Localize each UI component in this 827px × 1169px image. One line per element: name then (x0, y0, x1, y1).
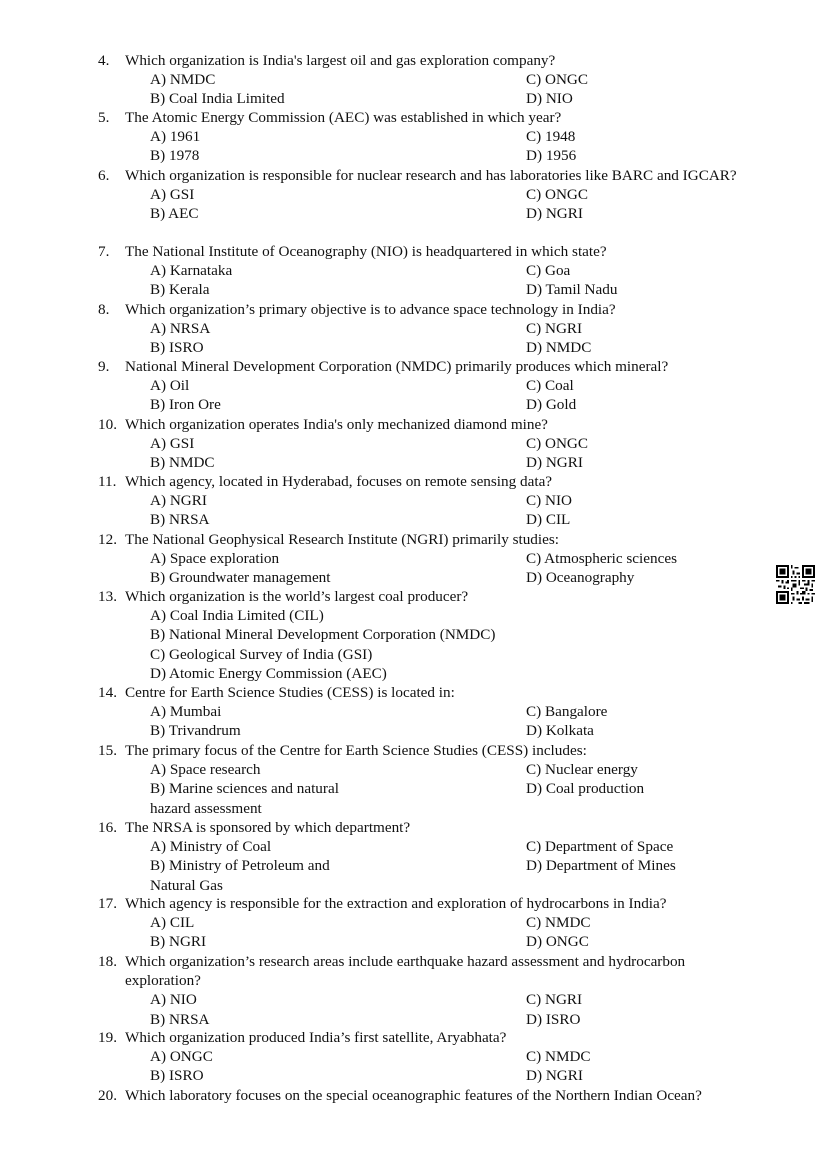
question-number: 9. (98, 358, 110, 375)
question-14 (98, 683, 748, 741)
question-text: National Mineral Development Corporation (NMDC) primarily produces which mineral? (125, 358, 669, 375)
option-c: C) NMDC (526, 914, 591, 932)
question-4 (98, 51, 748, 109)
question-5 (98, 108, 748, 166)
question-number: 6. (98, 167, 110, 184)
option-c: C) ONGC (526, 435, 589, 453)
option-d: D) 1956 (526, 147, 577, 165)
option-b: B) 1978 (150, 147, 200, 165)
option-c: C) ONGC (526, 71, 589, 89)
option-c: C) Coal (526, 377, 574, 395)
question-number: 12. (98, 531, 117, 548)
options (150, 491, 748, 529)
qr-code-icon[interactable] (776, 565, 815, 604)
option-c: C) NGRI (526, 991, 583, 1009)
question-text: Which laboratory focuses on the special oceanographic features of the Northern Indian Ocean? (125, 1087, 702, 1104)
question-9 (98, 357, 748, 415)
question-number: 13. (98, 588, 117, 605)
options (150, 760, 748, 818)
question-text: Which organization’s research areas include earthquake hazard assessment and hydrocarbon exploration? (125, 953, 686, 990)
option-c: C) NGRI (526, 320, 583, 338)
option-a: A) CIL (150, 914, 195, 932)
question-number: 14. (98, 684, 117, 701)
option-d: D) Coal production (526, 780, 645, 798)
option-b: B) Marine sciences and natural hazard assessment (150, 780, 339, 817)
options (150, 70, 748, 108)
option-a: A) Mumbai (150, 703, 222, 721)
question-number: 7. (98, 243, 110, 260)
question-text: Which organization operates India's only mechanized diamond mine? (125, 416, 548, 433)
option-b: B) Ministry of Petroleum and Natural Gas (150, 857, 330, 894)
option-b: B) NGRI (150, 933, 207, 951)
option-d: D) Kolkata (526, 722, 594, 740)
option-b: B) Groundwater management (150, 569, 331, 587)
question-10 (98, 415, 748, 473)
options (150, 990, 748, 1028)
question-number: 19. (98, 1029, 117, 1046)
question-text: The NRSA is sponsored by which department? (125, 819, 411, 836)
option-d: D) CIL (526, 511, 571, 529)
option-c: C) 1948 (526, 128, 576, 146)
option-b: B) NMDC (150, 454, 215, 472)
options (150, 319, 748, 357)
option-c: C) Department of Space (526, 838, 674, 856)
question-17 (98, 894, 748, 952)
option-b: B) NRSA (150, 1010, 210, 1028)
question-19 (98, 1028, 748, 1086)
options (150, 702, 748, 740)
option-c: C) Geological Survey of India (GSI) (150, 645, 373, 663)
question-20 (98, 1086, 748, 1105)
question-number: 8. (98, 301, 110, 318)
question-number: 17. (98, 895, 117, 912)
option-a: A) NMDC (150, 71, 216, 89)
option-d: D) NIO (526, 90, 573, 108)
option-d: D) ISRO (526, 1010, 581, 1028)
options (150, 1047, 748, 1085)
question-text: Centre for Earth Science Studies (CESS) is located in: (125, 684, 455, 701)
options (150, 549, 748, 587)
question-number: 16. (98, 819, 117, 836)
options (150, 913, 748, 951)
option-c: C) Atmospheric sciences (526, 550, 677, 568)
option-b: B) Iron Ore (150, 396, 221, 414)
option-a: A) Oil (150, 377, 190, 395)
question-text: Which agency is responsible for the extraction and exploration of hydrocarbons in India? (125, 895, 667, 912)
options (150, 376, 748, 414)
question-number: 5. (98, 109, 110, 126)
option-b: B) National Mineral Development Corporation (NMDC) (150, 626, 496, 644)
question-18 (98, 952, 748, 1029)
question-number: 11. (98, 473, 117, 490)
option-b: B) NRSA (150, 511, 210, 529)
question-text: Which organization is responsible for nuclear research and has laboratories like BARC and IGCAR? (125, 167, 737, 184)
option-d: D) ONGC (526, 933, 589, 951)
option-b: B) ISRO (150, 1067, 204, 1085)
question-number: 20. (98, 1087, 117, 1104)
option-a: A) Ministry of Coal (150, 838, 272, 856)
option-a: A) NRSA (150, 320, 211, 338)
options (150, 434, 748, 472)
option-b: B) ISRO (150, 339, 204, 357)
option-c: C) NIO (526, 492, 572, 510)
question-text: Which organization produced India’s first satellite, Aryabhata? (125, 1029, 507, 1046)
option-d: D) NGRI (526, 205, 583, 223)
question-8 (98, 300, 748, 358)
question-12 (98, 530, 748, 588)
option-a: A) Space exploration (150, 550, 280, 568)
option-d: D) Gold (526, 396, 577, 414)
option-c: C) ONGC (526, 186, 589, 204)
option-c: C) Nuclear energy (526, 761, 638, 779)
question-text: Which organization is the world’s largest coal producer? (125, 588, 469, 605)
option-c: C) NMDC (526, 1048, 591, 1066)
question-text: The primary focus of the Centre for Earth Science Studies (CESS) includes: (125, 742, 587, 759)
option-d: D) Department of Mines (526, 857, 676, 875)
option-d: D) Oceanography (526, 569, 635, 587)
option-c: C) Goa (526, 262, 571, 280)
question-15 (98, 741, 748, 818)
options (150, 185, 748, 223)
option-d: D) NGRI (526, 1067, 583, 1085)
option-a: A) GSI (150, 435, 195, 453)
question-7 (98, 242, 748, 300)
question-text: The National Geophysical Research Institute (NGRI) primarily studies: (125, 531, 559, 548)
question-text: The Atomic Energy Commission (AEC) was established in which year? (125, 109, 562, 126)
options (150, 127, 748, 165)
question-text: Which agency, located in Hyderabad, focuses on remote sensing data? (125, 473, 553, 490)
question-16 (98, 818, 748, 895)
question-number: 10. (98, 416, 117, 433)
option-b: B) Coal India Limited (150, 90, 285, 108)
option-a: A) NGRI (150, 492, 207, 510)
option-b: B) Kerala (150, 281, 210, 299)
question-text: Which organization’s primary objective is to advance space technology in India? (125, 301, 616, 318)
option-d: D) Atomic Energy Commission (AEC) (150, 664, 387, 682)
option-a: A) 1961 (150, 128, 201, 146)
question-text: The National Institute of Oceanography (NIO) is headquartered in which state? (125, 243, 607, 260)
option-b: B) Trivandrum (150, 722, 241, 740)
options (150, 606, 748, 683)
option-a: A) Karnataka (150, 262, 233, 280)
question-11 (98, 472, 748, 530)
options (150, 261, 748, 299)
option-a: A) NIO (150, 991, 197, 1009)
option-d: D) Tamil Nadu (526, 281, 618, 299)
question-number: 15. (98, 742, 117, 759)
question-text: Which organization is India's largest oil and gas exploration company? (125, 52, 556, 69)
option-d: D) NGRI (526, 454, 583, 472)
option-a: A) Coal India Limited (CIL) (150, 607, 324, 625)
question-number: 18. (98, 953, 117, 970)
question-number: 4. (98, 52, 110, 69)
option-d: D) NMDC (526, 339, 592, 357)
option-c: C) Bangalore (526, 703, 608, 721)
question-13 (98, 587, 748, 683)
question-6 (98, 166, 748, 224)
option-a: A) Space research (150, 761, 261, 779)
options (150, 837, 748, 895)
option-a: A) GSI (150, 186, 195, 204)
option-b: B) AEC (150, 205, 199, 223)
option-a: A) ONGC (150, 1048, 213, 1066)
